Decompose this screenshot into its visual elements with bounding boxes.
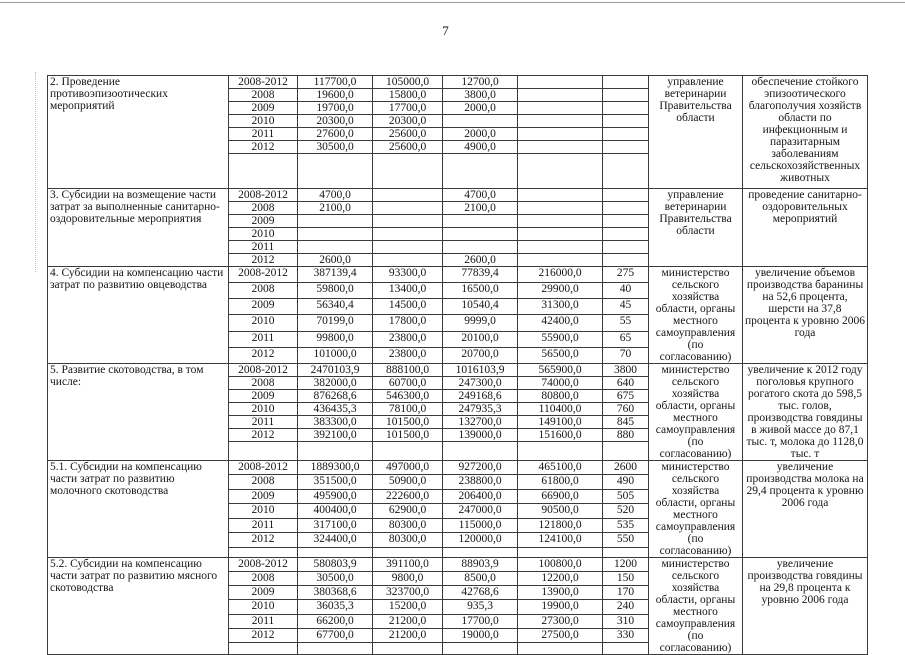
value-cell: 70 — [603, 347, 649, 363]
year-cell: 2009 — [229, 102, 298, 115]
value-cell: 330 — [603, 628, 649, 642]
value-cell: 2600 — [603, 461, 649, 475]
spacer-cell — [229, 642, 298, 654]
value-cell: 351500,0 — [298, 475, 373, 489]
value-cell: 100800,0 — [518, 558, 603, 572]
scan-margin-artifact-line — [35, 72, 36, 272]
value-cell: 1889300,0 — [298, 461, 373, 475]
year-cell: 2011 — [229, 331, 298, 347]
value-cell: 15200,0 — [373, 600, 443, 614]
value-cell — [518, 115, 603, 128]
value-cell: 247935,3 — [443, 403, 518, 416]
value-cell: 21200,0 — [373, 614, 443, 628]
value-cell: 19900,0 — [518, 600, 603, 614]
value-cell: 80300,0 — [373, 533, 443, 547]
value-cell: 121800,0 — [518, 518, 603, 532]
value-cell: 117700,0 — [298, 76, 373, 89]
value-cell: 139000,0 — [443, 429, 518, 442]
spacer-cell — [373, 442, 443, 461]
year-cell: 2012 — [229, 141, 298, 154]
value-cell: 56340,4 — [298, 299, 373, 315]
year-cell: 2009 — [229, 586, 298, 600]
value-cell — [603, 128, 649, 141]
year-cell: 2008-2012 — [229, 76, 298, 89]
value-cell: 16500,0 — [443, 283, 518, 299]
spacer-cell — [603, 547, 649, 557]
value-cell: 888100,0 — [373, 364, 443, 377]
result-cell: обеспечение стойкого эпизоотического благополучия хозяйств области по инфекционным и паразитарным заболеваниям сельскохозяйственных животных — [743, 76, 868, 189]
value-cell — [518, 141, 603, 154]
value-cell: 17800,0 — [373, 315, 443, 331]
spacer-cell — [298, 442, 373, 461]
value-cell: 80300,0 — [373, 518, 443, 532]
value-cell: 675 — [603, 390, 649, 403]
value-cell: 323700,0 — [373, 586, 443, 600]
value-cell: 170 — [603, 586, 649, 600]
value-cell: 400400,0 — [298, 504, 373, 518]
value-cell: 88903,9 — [443, 558, 518, 572]
value-cell — [373, 215, 443, 228]
value-cell — [518, 215, 603, 228]
value-cell: 19700,0 — [298, 102, 373, 115]
value-cell — [443, 228, 518, 241]
agency-cell: министерство сельского хозяйства области, органы местного самоуправления (по согласованию) — [649, 558, 743, 655]
value-cell: 80800,0 — [518, 390, 603, 403]
value-cell — [518, 241, 603, 254]
value-cell — [373, 241, 443, 254]
value-cell: 101000,0 — [298, 347, 373, 363]
value-cell — [603, 215, 649, 228]
value-cell: 383300,0 — [298, 416, 373, 429]
value-cell — [518, 254, 603, 267]
value-cell: 27300,0 — [518, 614, 603, 628]
value-cell: 490 — [603, 475, 649, 489]
value-cell: 61800,0 — [518, 475, 603, 489]
value-cell: 275 — [603, 267, 649, 283]
spacer-cell — [603, 154, 649, 189]
agency-cell: управление ветеринарии Правительства области — [649, 76, 743, 189]
value-cell: 120000,0 — [443, 533, 518, 547]
value-cell — [603, 254, 649, 267]
value-cell: 14500,0 — [373, 299, 443, 315]
year-cell: 2010 — [229, 600, 298, 614]
value-cell: 4900,0 — [443, 141, 518, 154]
year-cell: 2009 — [229, 299, 298, 315]
value-cell: 247300,0 — [443, 377, 518, 390]
value-cell: 2600,0 — [298, 254, 373, 267]
year-cell: 2008 — [229, 283, 298, 299]
value-cell: 935,3 — [443, 600, 518, 614]
value-cell: 17700,0 — [373, 102, 443, 115]
value-cell — [518, 102, 603, 115]
table-row — [48, 267, 868, 283]
result-cell: увеличение к 2012 году поголовья крупного рогатого скота до 598,5 тыс. голов, производства говядины в живой массе до 87,1 тыс. т, молока до 1128,0 тыс. т — [743, 364, 868, 461]
value-cell: 465100,0 — [518, 461, 603, 475]
agency-cell: министерство сельского хозяйства области, органы местного самоуправления (по согласованию) — [649, 364, 743, 461]
value-cell: 19600,0 — [298, 89, 373, 102]
value-cell: 640 — [603, 377, 649, 390]
value-cell: 238800,0 — [443, 475, 518, 489]
value-cell — [518, 128, 603, 141]
spacer-cell — [298, 154, 373, 189]
value-cell: 74000,0 — [518, 377, 603, 390]
year-cell: 2008 — [229, 572, 298, 586]
value-cell: 132700,0 — [443, 416, 518, 429]
value-cell: 12200,0 — [518, 572, 603, 586]
value-cell: 13900,0 — [518, 586, 603, 600]
value-cell: 23800,0 — [373, 347, 443, 363]
value-cell: 13400,0 — [373, 283, 443, 299]
value-cell — [298, 215, 373, 228]
value-cell: 380368,6 — [298, 586, 373, 600]
spacer-cell — [229, 442, 298, 461]
value-cell: 23800,0 — [373, 331, 443, 347]
item-name-cell: 5.1. Субсидии на компенсацию части затрат по развитию молочного скотоводства — [48, 461, 229, 558]
value-cell: 105000,0 — [373, 76, 443, 89]
value-cell: 40 — [603, 283, 649, 299]
value-cell: 27600,0 — [298, 128, 373, 141]
year-cell: 2009 — [229, 489, 298, 503]
value-cell: 580803,9 — [298, 558, 373, 572]
value-cell: 90500,0 — [518, 504, 603, 518]
value-cell: 55900,0 — [518, 331, 603, 347]
value-cell: 880 — [603, 429, 649, 442]
value-cell — [603, 141, 649, 154]
value-cell: 550 — [603, 533, 649, 547]
spacer-cell — [373, 642, 443, 654]
value-cell: 1016103,9 — [443, 364, 518, 377]
value-cell: 505 — [603, 489, 649, 503]
value-cell: 67700,0 — [298, 628, 373, 642]
year-cell: 2011 — [229, 416, 298, 429]
value-cell: 2100,0 — [443, 202, 518, 215]
year-cell: 2010 — [229, 403, 298, 416]
year-cell: 2010 — [229, 504, 298, 518]
value-cell: 25600,0 — [373, 128, 443, 141]
value-cell — [603, 115, 649, 128]
value-cell: 4700,0 — [443, 189, 518, 202]
value-cell: 3800 — [603, 364, 649, 377]
value-cell: 2000,0 — [443, 102, 518, 115]
value-cell: 101500,0 — [373, 416, 443, 429]
spacer-cell — [443, 442, 518, 461]
value-cell — [603, 189, 649, 202]
value-cell: 216000,0 — [518, 267, 603, 283]
value-cell: 317100,0 — [298, 518, 373, 532]
agency-cell: министерство сельского хозяйства области, органы местного самоуправления (по согласованию) — [649, 267, 743, 364]
value-cell: 110400,0 — [518, 403, 603, 416]
item-name-cell: 4. Субсидии на компенсацию части затрат по развитию овцеводства — [48, 267, 229, 364]
value-cell — [603, 241, 649, 254]
value-cell: 55 — [603, 315, 649, 331]
spacer-cell — [603, 442, 649, 461]
year-cell: 2008-2012 — [229, 558, 298, 572]
table-row — [48, 558, 868, 572]
value-cell: 62900,0 — [373, 504, 443, 518]
value-cell — [603, 228, 649, 241]
year-cell: 2009 — [229, 215, 298, 228]
spacer-cell — [518, 547, 603, 557]
page-number: 7 — [442, 23, 449, 38]
value-cell: 2000,0 — [443, 128, 518, 141]
year-cell: 2011 — [229, 241, 298, 254]
value-cell: 760 — [603, 403, 649, 416]
spacer-cell — [298, 547, 373, 557]
value-cell: 247000,0 — [443, 504, 518, 518]
value-cell: 497000,0 — [373, 461, 443, 475]
value-cell: 546300,0 — [373, 390, 443, 403]
value-cell: 535 — [603, 518, 649, 532]
value-cell — [603, 102, 649, 115]
agency-cell: министерство сельского хозяйства области, органы местного самоуправления (по согласованию) — [649, 461, 743, 558]
year-cell: 2008-2012 — [229, 461, 298, 475]
value-cell: 70199,0 — [298, 315, 373, 331]
value-cell: 391100,0 — [373, 558, 443, 572]
year-cell: 2012 — [229, 533, 298, 547]
value-cell: 25600,0 — [373, 141, 443, 154]
value-cell: 9800,0 — [373, 572, 443, 586]
value-cell — [518, 76, 603, 89]
spacer-cell — [373, 154, 443, 189]
year-cell: 2011 — [229, 614, 298, 628]
value-cell: 20100,0 — [443, 331, 518, 347]
value-cell: 249168,6 — [443, 390, 518, 403]
item-name-cell: 5.2. Субсидии на компенсацию части затрат по развитию мясного скотоводства — [48, 558, 229, 655]
value-cell — [373, 254, 443, 267]
year-cell: 2008 — [229, 89, 298, 102]
year-cell: 2012 — [229, 254, 298, 267]
value-cell: 30500,0 — [298, 572, 373, 586]
value-cell: 392100,0 — [298, 429, 373, 442]
year-cell: 2010 — [229, 315, 298, 331]
item-name-cell: 2. Проведение противоэпизоотических мероприятий — [48, 76, 229, 189]
value-cell: 436435,3 — [298, 403, 373, 416]
value-cell: 565900,0 — [518, 364, 603, 377]
value-cell: 66900,0 — [518, 489, 603, 503]
value-cell: 19000,0 — [443, 628, 518, 642]
value-cell — [373, 228, 443, 241]
result-cell: увеличение производства молока на 29,4 процента к уровню 2006 года — [743, 461, 868, 558]
spacer-cell — [518, 642, 603, 654]
spacer-cell — [229, 547, 298, 557]
value-cell: 324400,0 — [298, 533, 373, 547]
year-cell: 2011 — [229, 518, 298, 532]
value-cell: 20700,0 — [443, 347, 518, 363]
table-row — [48, 461, 868, 475]
value-cell — [603, 202, 649, 215]
agency-cell: управление ветеринарии Правительства области — [649, 189, 743, 267]
year-cell: 2010 — [229, 115, 298, 128]
value-cell: 876268,6 — [298, 390, 373, 403]
value-cell: 310 — [603, 614, 649, 628]
value-cell: 15800,0 — [373, 89, 443, 102]
year-cell: 2008-2012 — [229, 189, 298, 202]
spacer-cell — [518, 154, 603, 189]
value-cell: 149100,0 — [518, 416, 603, 429]
value-cell — [443, 215, 518, 228]
value-cell: 520 — [603, 504, 649, 518]
value-cell: 36035,3 — [298, 600, 373, 614]
item-name-cell: 5. Развитие скотоводства, в том числе: — [48, 364, 229, 461]
value-cell — [298, 241, 373, 254]
value-cell: 42768,6 — [443, 586, 518, 600]
value-cell — [373, 202, 443, 215]
value-cell: 845 — [603, 416, 649, 429]
value-cell — [518, 228, 603, 241]
table-row — [48, 189, 868, 202]
spacer-cell — [603, 642, 649, 654]
year-cell: 2012 — [229, 429, 298, 442]
value-cell: 115000,0 — [443, 518, 518, 532]
value-cell: 21200,0 — [373, 628, 443, 642]
value-cell: 206400,0 — [443, 489, 518, 503]
year-cell: 2009 — [229, 390, 298, 403]
spacer-cell — [229, 154, 298, 189]
year-cell: 2008-2012 — [229, 364, 298, 377]
value-cell — [443, 241, 518, 254]
value-cell: 240 — [603, 600, 649, 614]
year-cell: 2008 — [229, 377, 298, 390]
value-cell: 31300,0 — [518, 299, 603, 315]
year-cell: 2012 — [229, 628, 298, 642]
year-cell: 2010 — [229, 228, 298, 241]
value-cell: 2600,0 — [443, 254, 518, 267]
value-cell: 17700,0 — [443, 614, 518, 628]
value-cell: 151600,0 — [518, 429, 603, 442]
value-cell — [518, 89, 603, 102]
year-cell: 2008 — [229, 202, 298, 215]
value-cell: 4700,0 — [298, 189, 373, 202]
table-row — [48, 76, 868, 89]
spacer-cell — [443, 547, 518, 557]
scan-edge-line — [0, 2, 905, 3]
value-cell: 50900,0 — [373, 475, 443, 489]
item-name-cell: 3. Субсидии на возмещение части затрат за выполненные санитарно-оздоровительные мероприятия — [48, 189, 229, 267]
table-row — [48, 364, 868, 377]
value-cell: 10540,4 — [443, 299, 518, 315]
result-cell: увеличение производства говядины на 29,8 процента к уровню 2006 года — [743, 558, 868, 655]
spacer-cell — [443, 642, 518, 654]
value-cell: 27500,0 — [518, 628, 603, 642]
value-cell: 927200,0 — [443, 461, 518, 475]
spacer-cell — [373, 547, 443, 557]
value-cell: 387139,4 — [298, 267, 373, 283]
value-cell: 2100,0 — [298, 202, 373, 215]
value-cell — [373, 189, 443, 202]
value-cell: 20300,0 — [373, 115, 443, 128]
value-cell — [518, 189, 603, 202]
value-cell: 124100,0 — [518, 533, 603, 547]
value-cell: 60700,0 — [373, 377, 443, 390]
value-cell: 30500,0 — [298, 141, 373, 154]
value-cell: 66200,0 — [298, 614, 373, 628]
spacer-cell — [298, 642, 373, 654]
value-cell — [518, 202, 603, 215]
year-cell: 2011 — [229, 128, 298, 141]
value-cell: 59800,0 — [298, 283, 373, 299]
value-cell: 222600,0 — [373, 489, 443, 503]
value-cell: 101500,0 — [373, 429, 443, 442]
value-cell: 3800,0 — [443, 89, 518, 102]
year-cell: 2008-2012 — [229, 267, 298, 283]
value-cell: 12700,0 — [443, 76, 518, 89]
program-measures-table — [47, 75, 868, 655]
value-cell: 8500,0 — [443, 572, 518, 586]
value-cell — [603, 76, 649, 89]
value-cell: 65 — [603, 331, 649, 347]
value-cell: 382000,0 — [298, 377, 373, 390]
value-cell: 1200 — [603, 558, 649, 572]
program-table-body — [48, 76, 868, 655]
spacer-cell — [518, 442, 603, 461]
value-cell: 495900,0 — [298, 489, 373, 503]
value-cell: 93300,0 — [373, 267, 443, 283]
value-cell: 150 — [603, 572, 649, 586]
value-cell: 20300,0 — [298, 115, 373, 128]
value-cell: 78100,0 — [373, 403, 443, 416]
value-cell: 9999,0 — [443, 315, 518, 331]
value-cell — [603, 89, 649, 102]
value-cell: 77839,4 — [443, 267, 518, 283]
value-cell: 56500,0 — [518, 347, 603, 363]
year-cell: 2008 — [229, 475, 298, 489]
value-cell: 42400,0 — [518, 315, 603, 331]
value-cell: 29900,0 — [518, 283, 603, 299]
value-cell: 2470103,9 — [298, 364, 373, 377]
value-cell — [298, 228, 373, 241]
result-cell: проведение санитарно-оздоровительных мероприятий — [743, 189, 868, 267]
value-cell: 45 — [603, 299, 649, 315]
value-cell — [443, 115, 518, 128]
year-cell: 2012 — [229, 347, 298, 363]
result-cell: увеличение объемов производства баранины на 52,6 процента, шерсти на 37,8 процента к уровню 2006 года — [743, 267, 868, 364]
spacer-cell — [443, 154, 518, 189]
value-cell: 99800,0 — [298, 331, 373, 347]
